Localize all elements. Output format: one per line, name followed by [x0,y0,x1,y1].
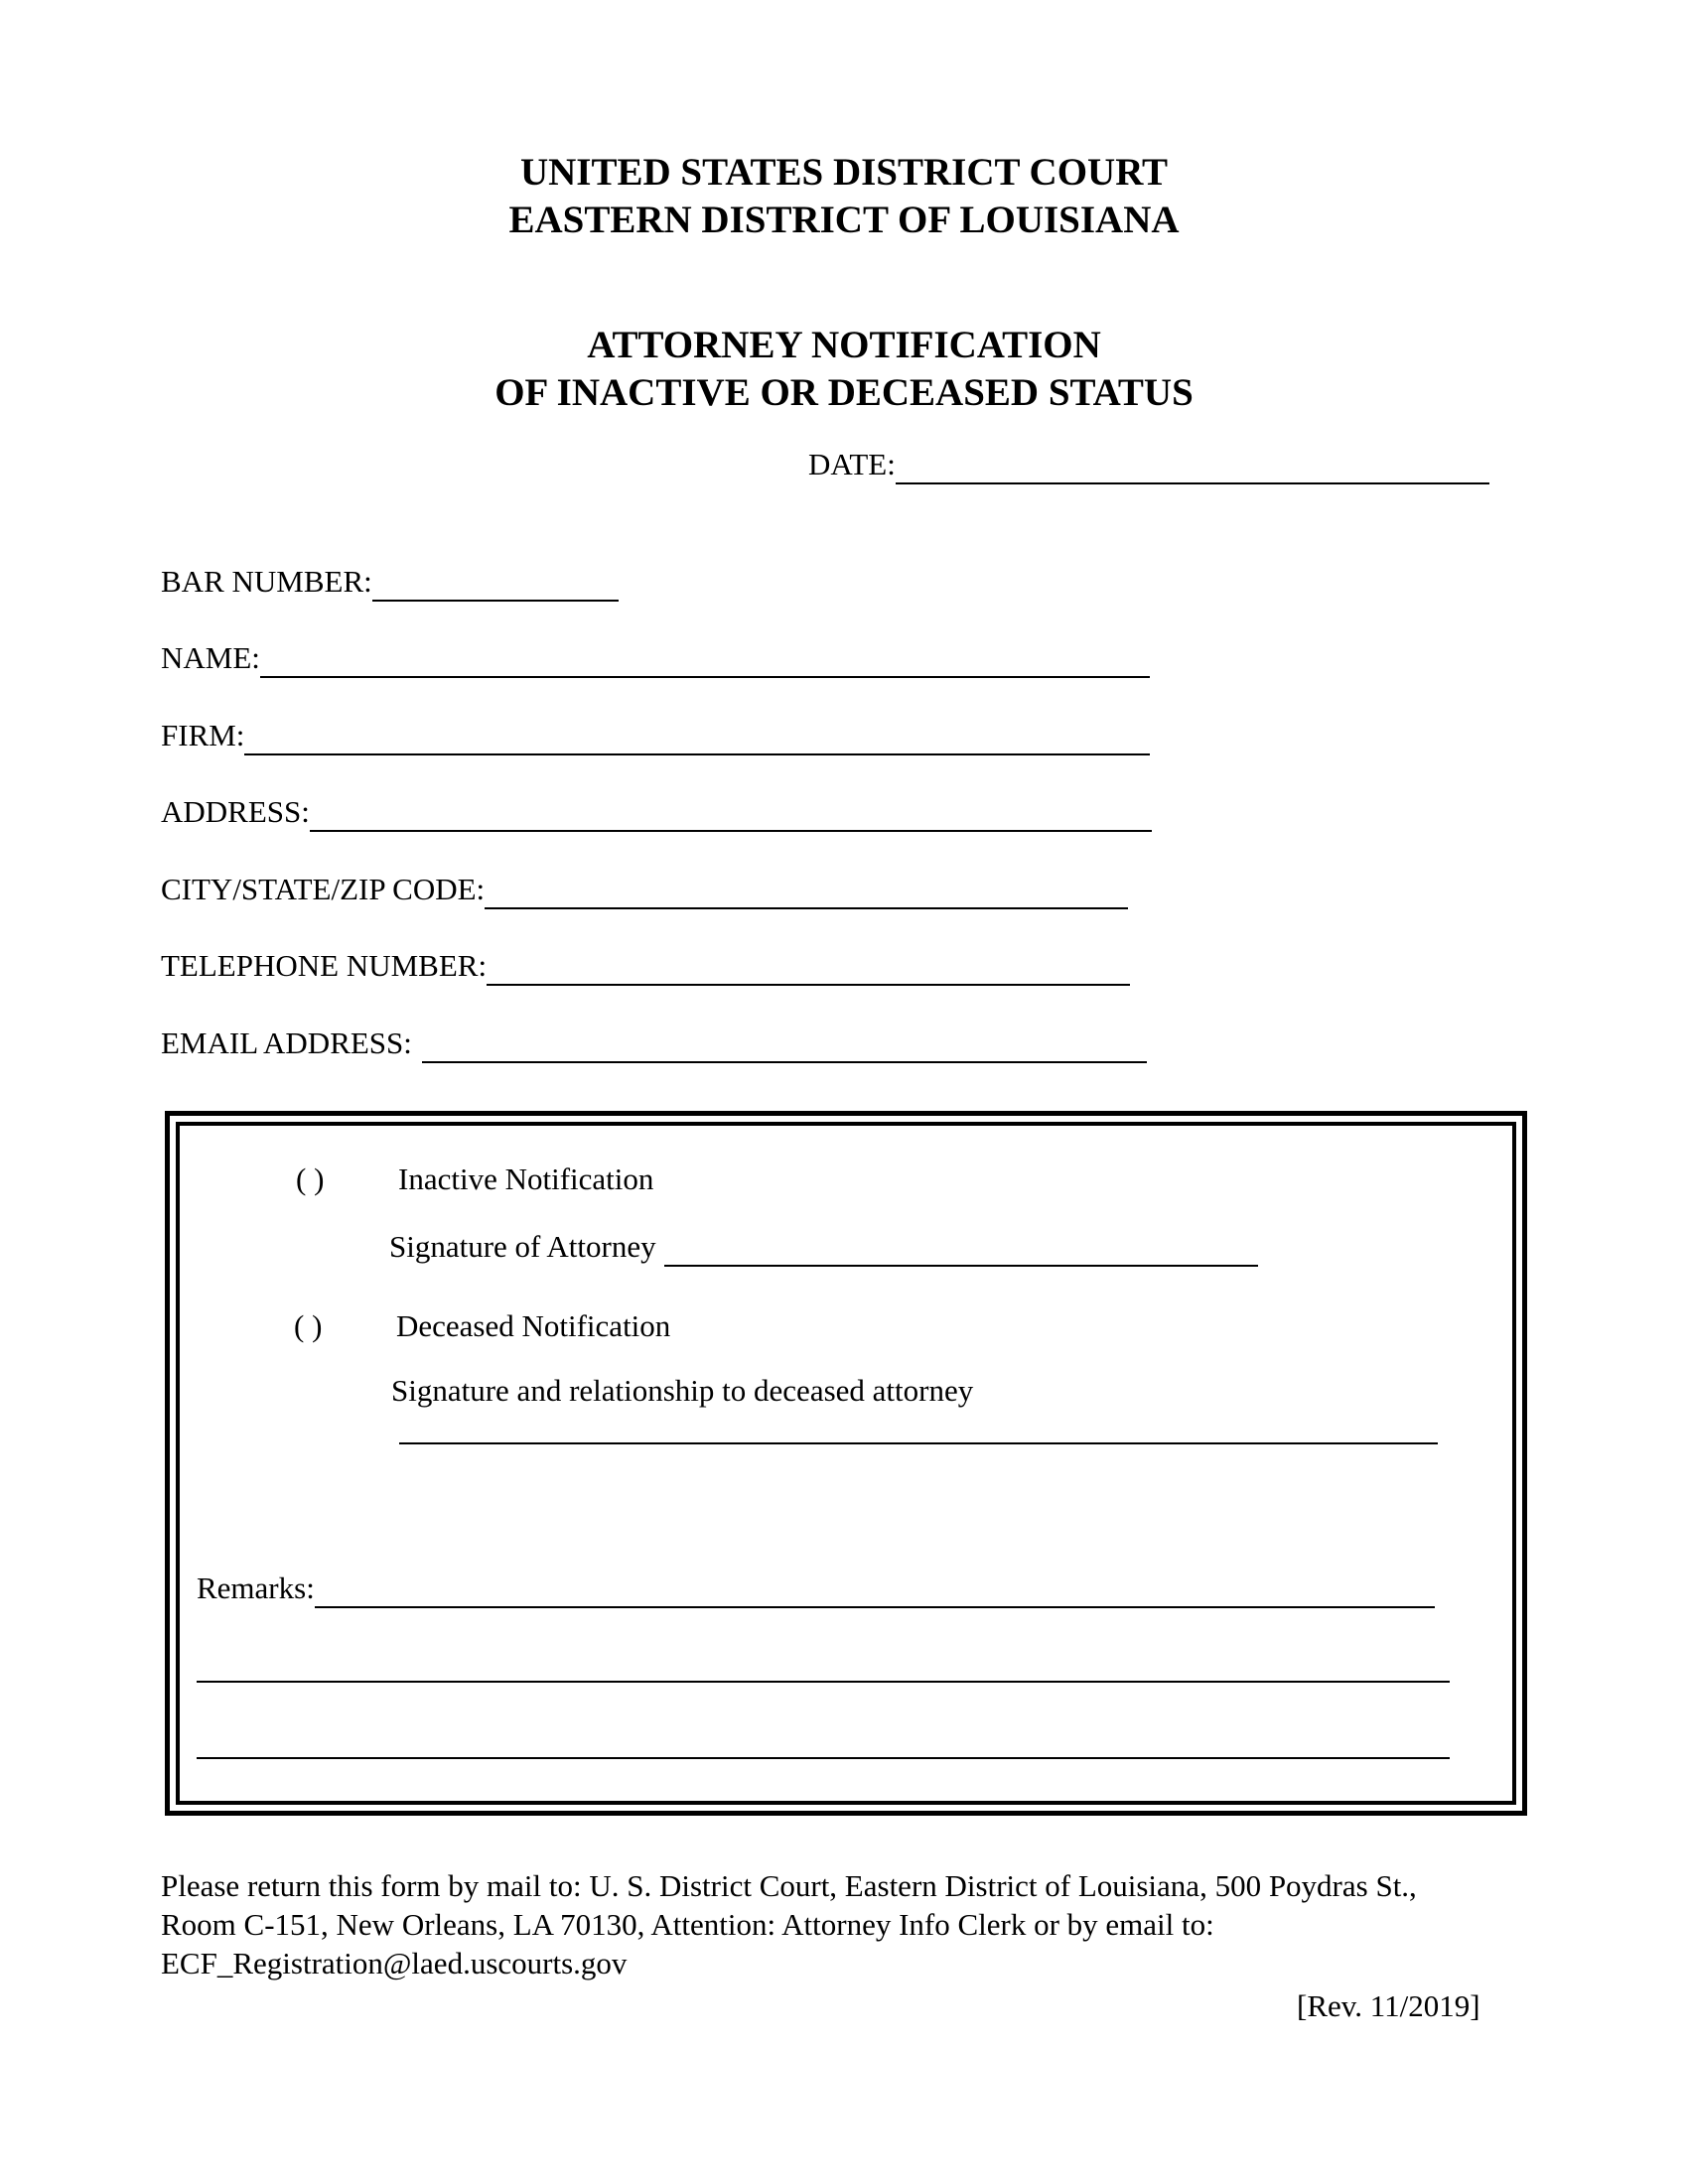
deceased-signature-label: Signature and relationship to deceased attorney [391,1373,974,1408]
city-state-zip-field [161,870,1128,909]
revision-date: [Rev. 11/2019] [1297,1988,1480,2023]
firm-field [161,716,1150,755]
email-input-line[interactable] [422,1027,1147,1063]
firm-input-line[interactable] [244,720,1150,755]
deceased-notification-label: Deceased Notification [396,1308,671,1343]
bar-number-label: BAR NUMBER: [161,564,372,599]
city-state-zip-input-line[interactable] [485,874,1128,909]
court-name: UNITED STATES DISTRICT COURT [519,151,1169,194]
name-label: NAME: [161,640,260,675]
date-input-line[interactable] [896,449,1489,484]
city-state-zip-label: CITY/STATE/ZIP CODE: [161,872,486,906]
court-district: EASTERN DISTRICT OF LOUISIANA [508,199,1180,241]
date-label: DATE: [808,447,896,481]
return-instructions-line1: Please return this form by mail to: U. S. District Court, Eastern District of Louisiana, 500 Poydras St., [161,1868,1417,1903]
firm-label: FIRM: [161,718,245,752]
inactive-signature-field [389,1227,1258,1267]
form-title-line1: ATTORNEY NOTIFICATION [587,324,1101,366]
bar-number-input-line[interactable] [372,566,619,602]
deceased-checkbox[interactable]: ( ) [294,1308,323,1343]
inactive-signature-label: Signature of Attorney [389,1229,656,1264]
remarks-line-2[interactable] [197,1681,1450,1683]
notification-box-inner-border [176,1122,1516,1805]
date-field [808,445,1489,484]
court-heading [0,149,1688,244]
telephone-label: TELEPHONE NUMBER: [161,948,488,983]
inactive-signature-line[interactable] [664,1231,1258,1267]
telephone-field [161,946,1130,986]
inactive-checkbox[interactable]: ( ) [296,1161,325,1196]
deceased-signature-line[interactable] [399,1442,1438,1444]
remarks-label: Remarks: [197,1570,315,1605]
bar-number-field [161,562,619,602]
return-instructions-line2: Room C-151, New Orleans, LA 70130, Attention: Attorney Info Clerk or by email to: [161,1907,1214,1942]
telephone-input-line[interactable] [487,950,1130,986]
name-input-line[interactable] [260,642,1150,678]
name-field [161,638,1150,678]
form-title-line2: OF INACTIVE OR DECEASED STATUS [494,371,1194,414]
remarks-field [197,1569,1435,1608]
email-label: EMAIL ADDRESS: [161,1025,412,1060]
email-field [161,1024,1147,1063]
address-input-line[interactable] [310,796,1152,832]
remarks-line-3[interactable] [197,1757,1450,1759]
address-field [161,792,1152,832]
return-instructions [161,1866,1417,1982]
inactive-notification-label: Inactive Notification [398,1161,654,1196]
return-email: ECF_Registration@laed.uscourts.gov [161,1946,628,1980]
address-label: ADDRESS: [161,794,310,829]
remarks-line-1[interactable] [315,1572,1435,1608]
form-title [0,322,1688,417]
